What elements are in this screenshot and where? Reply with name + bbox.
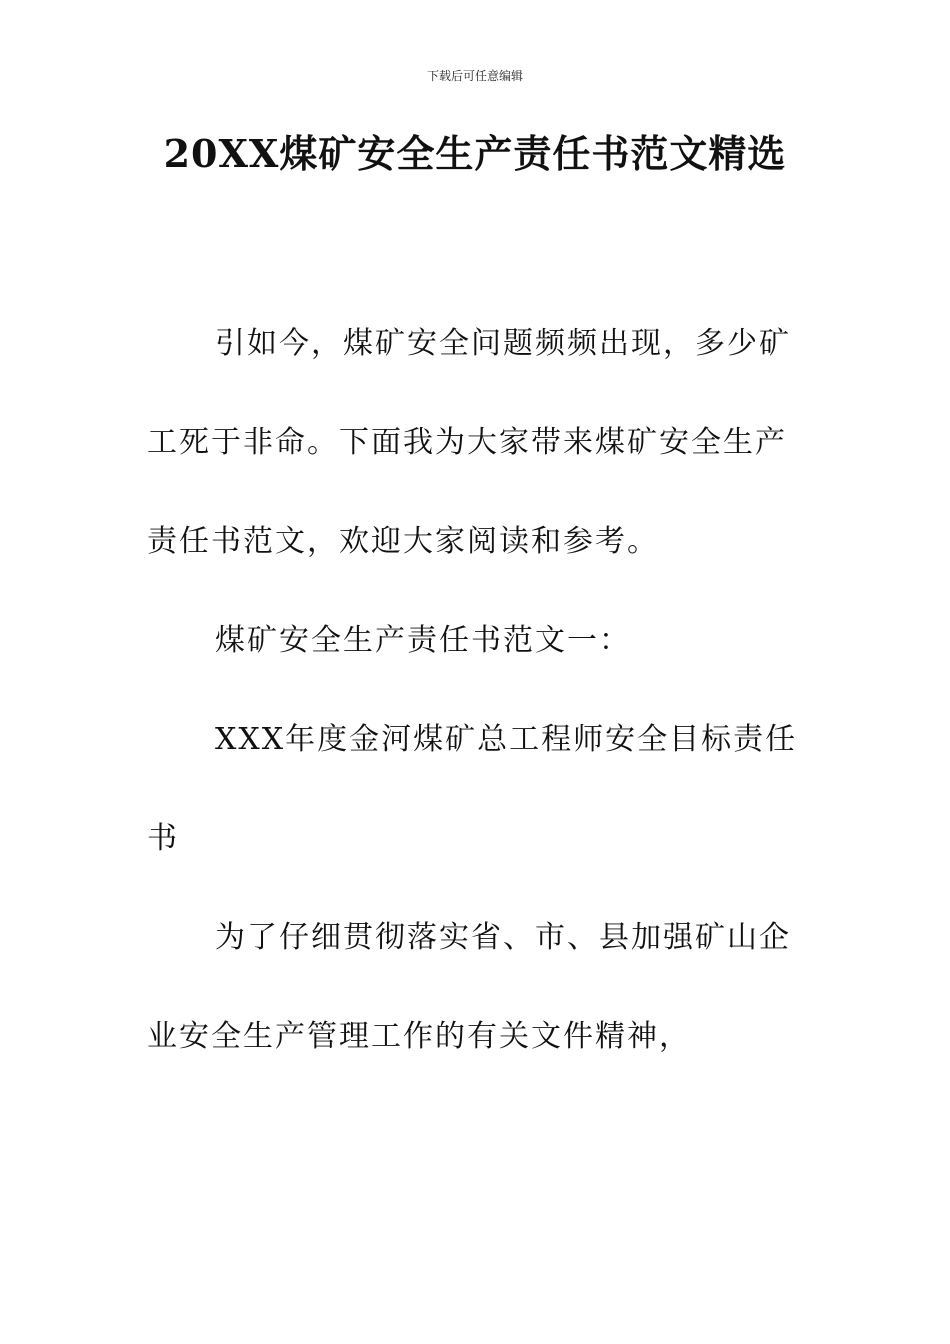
section-heading: 煤矿安全生产责任书范文一：: [215, 623, 631, 658]
document-body: [147, 294, 807, 1086]
document-title: 20XX煤矿安全生产责任书范文精选: [163, 131, 787, 176]
body-paragraph: 为了仔细贯彻落实省、市、县加强矿山企业安全生产管理工作的有关文件精神，: [147, 920, 791, 1054]
page-header-note: 下载后可任意编辑: [426, 69, 523, 83]
intro-paragraph: 引如今，煤矿安全问题频频出现，多少矿工死于非命。下面我为大家带来煤矿安全生产责任书范文，欢迎大家阅读和参考。: [147, 326, 791, 559]
responsibility-title-paragraph: XXX年度金河煤矿总工程师安全目标责任书: [147, 722, 798, 856]
